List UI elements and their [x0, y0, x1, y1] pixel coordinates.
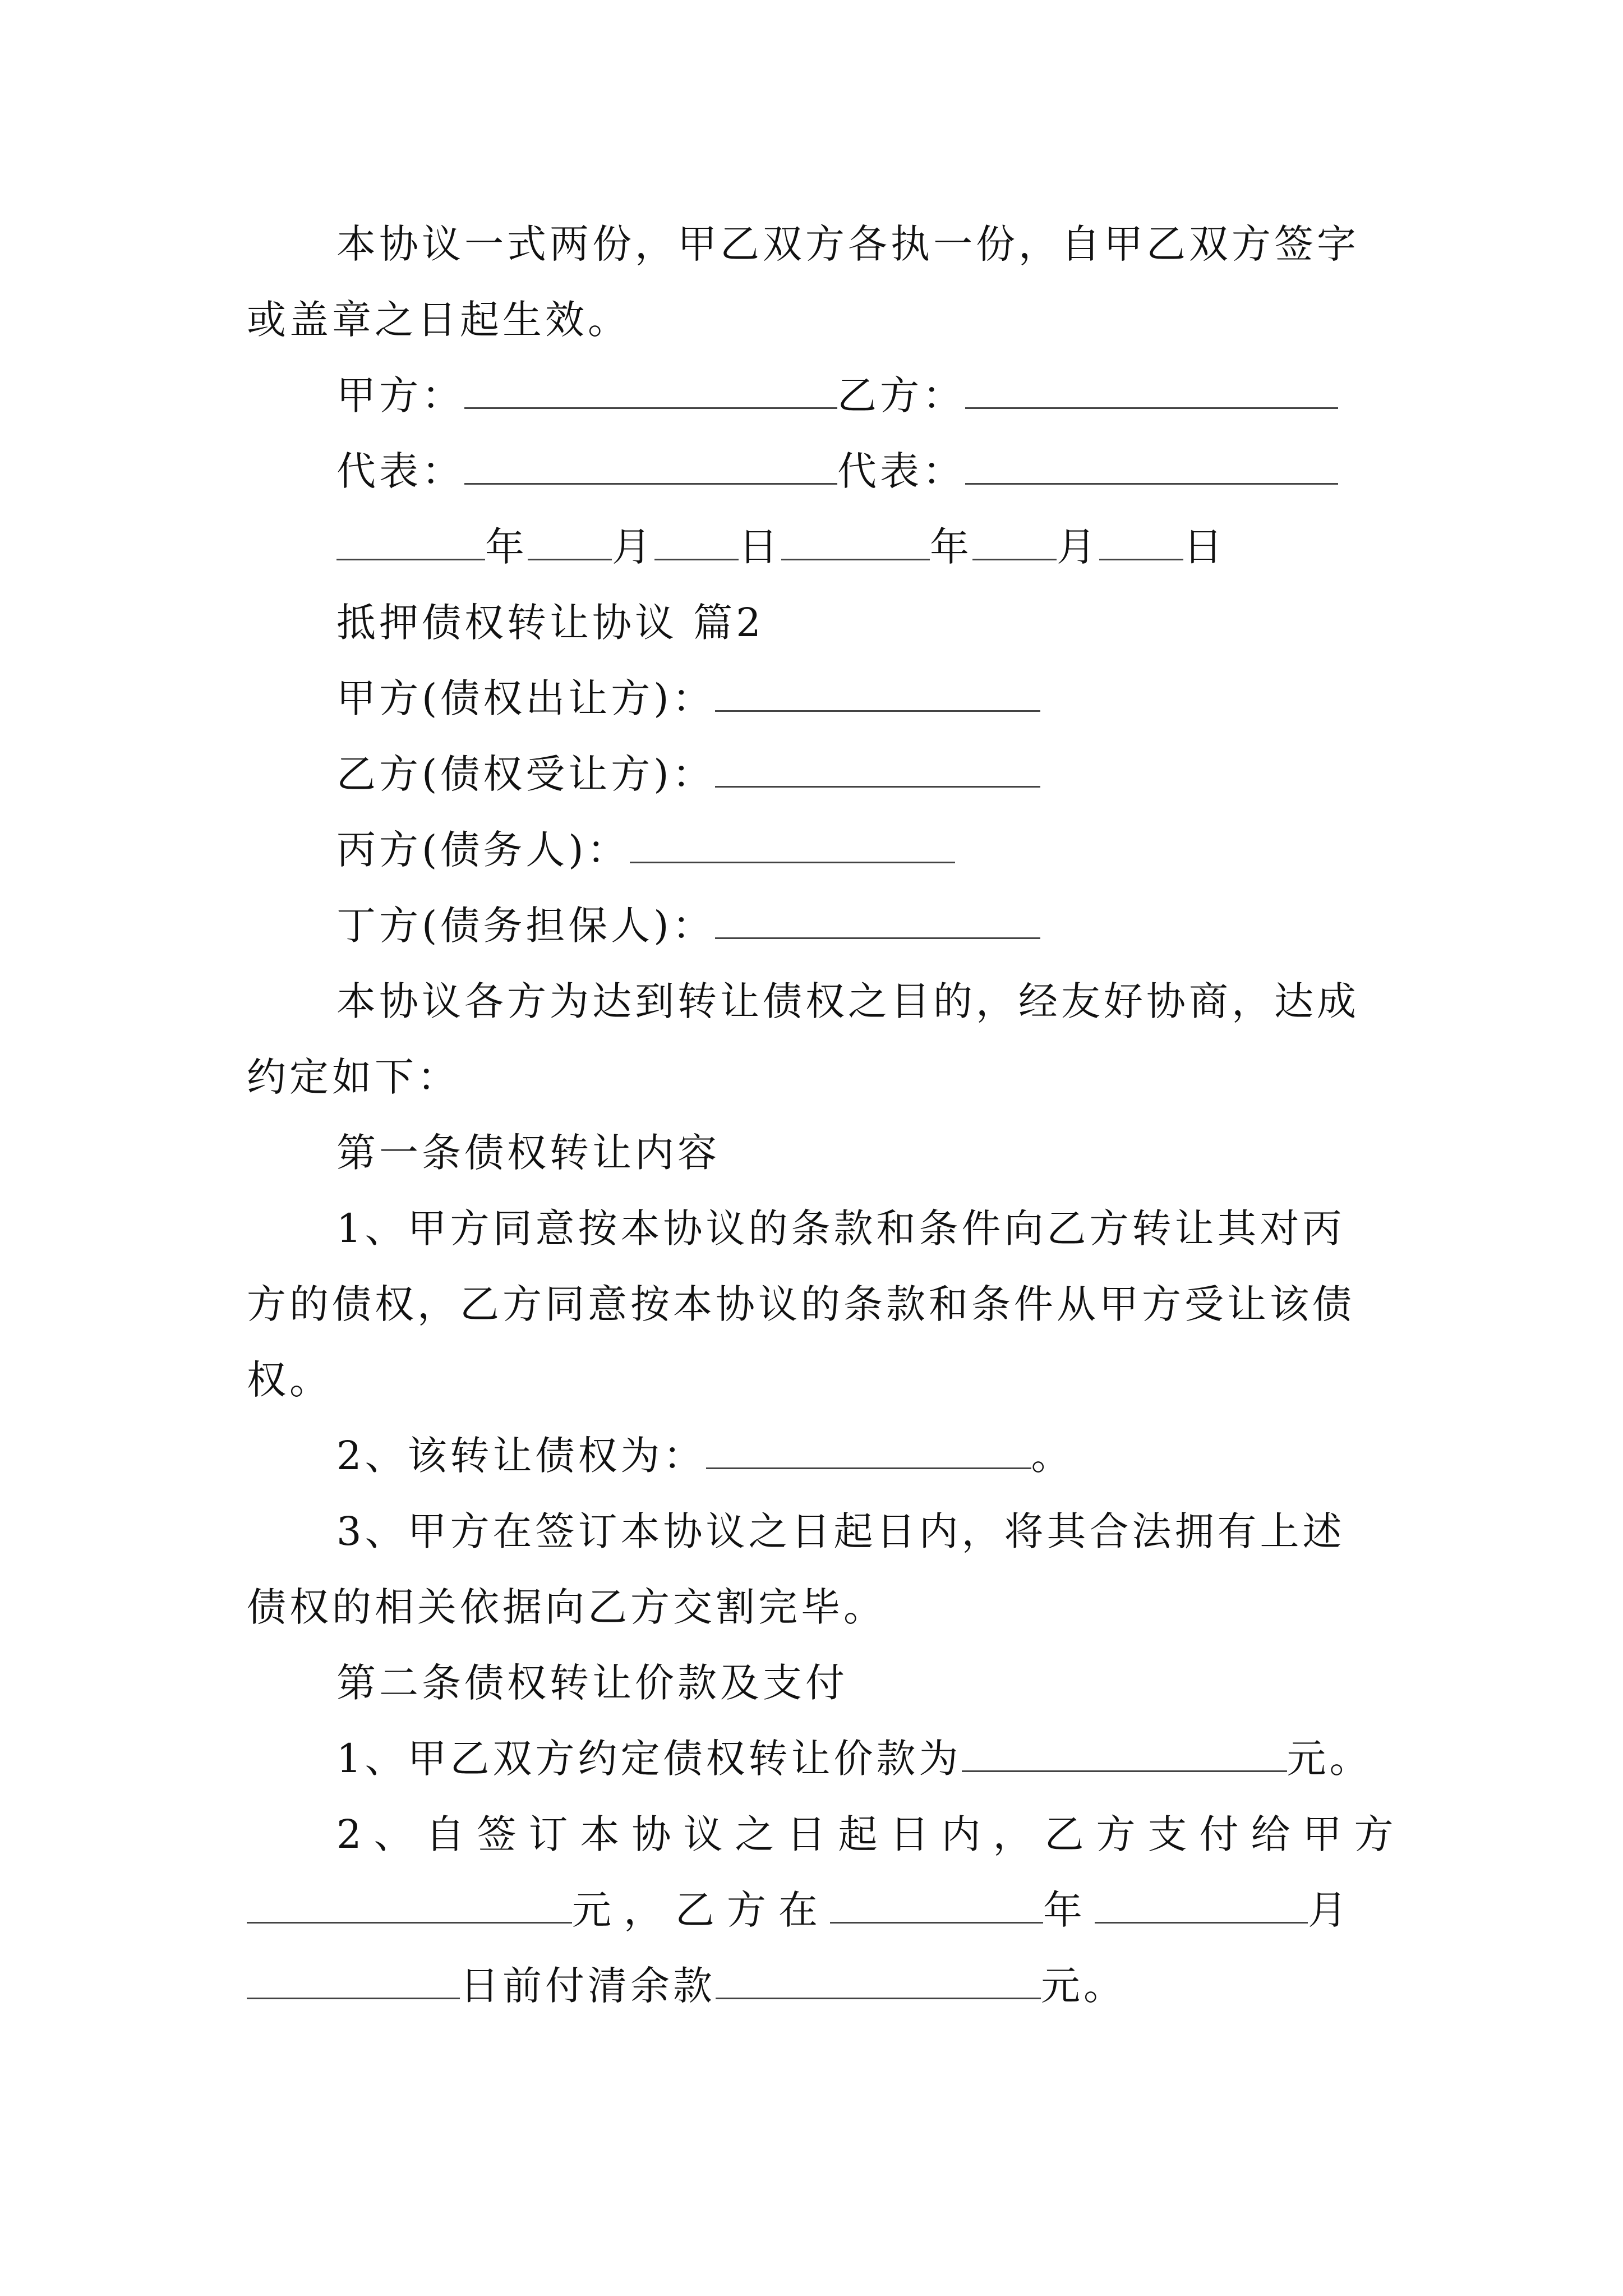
- paragraph-line: 权。: [247, 1357, 332, 1403]
- party-a-line: [336, 673, 1492, 724]
- paragraph-line: [336, 1430, 1492, 1481]
- month-label: 月: [1057, 524, 1099, 570]
- article-title: 第二条债权转让价款及支付: [336, 1660, 848, 1706]
- paragraph-line: 或盖章之日起生效。: [247, 297, 630, 343]
- blank-field: [715, 751, 1040, 788]
- paragraph-line: 方的债权，乙方同意按本协议的条款和条件从甲方受让该债: [247, 1281, 1355, 1327]
- blank-field: [336, 524, 485, 560]
- party-b-line: [336, 749, 1492, 799]
- blank-field: [630, 827, 955, 863]
- representative-a-label: 代表：: [336, 448, 464, 494]
- clause-text: 。: [1031, 1433, 1074, 1479]
- article-title: 第一条债权转让内容: [336, 1130, 720, 1176]
- blank-field: [654, 524, 739, 560]
- blank-field: [706, 1433, 1031, 1469]
- blank-field: [781, 524, 930, 560]
- clause-text: 元。: [1041, 1963, 1126, 2009]
- blank-field: [972, 524, 1057, 560]
- blank-field: [464, 448, 837, 485]
- clause-text: 1、甲乙双方约定债权转让价款为: [336, 1736, 962, 1782]
- clause-text: 元，乙方在: [572, 1887, 830, 1933]
- blank-field: [464, 372, 837, 409]
- blank-field: [247, 1963, 460, 1999]
- paragraph-line: [247, 1961, 1402, 2011]
- paragraph-line: 约定如下：: [247, 1054, 460, 1100]
- party-a-label: 甲方：: [336, 372, 464, 418]
- clause-text: 元。: [1287, 1736, 1372, 1782]
- signature-line-party: [336, 370, 1492, 421]
- representative-b-label: 代表：: [837, 448, 965, 494]
- party-c-line: [336, 825, 1492, 875]
- paragraph-line: 本协议一式两份，甲乙双方各执一份，自甲乙双方签字: [336, 221, 1359, 267]
- blank-field: [1095, 1887, 1308, 1924]
- paragraph-line: 3、甲方在签订本协议之日起日内，将其合法拥有上述: [336, 1508, 1345, 1554]
- party-a-label: 甲方(债权出让方)：: [336, 675, 715, 721]
- party-d-label: 丁方(债务担保人)：: [336, 903, 715, 949]
- blank-field: [962, 1736, 1287, 1772]
- blank-field: [716, 1963, 1041, 1999]
- month-label: 月: [612, 524, 654, 570]
- year-label: 年: [930, 524, 972, 570]
- blank-field: [830, 1887, 1043, 1924]
- blank-field: [965, 372, 1338, 409]
- blank-field: [1099, 524, 1183, 560]
- day-label: 日: [1183, 524, 1226, 570]
- clause-text: 2、该转让债权为：: [336, 1433, 706, 1479]
- blank-field: [965, 448, 1338, 485]
- day-label: 日: [739, 524, 781, 570]
- blank-field: [247, 1887, 572, 1924]
- month-label: 月: [1308, 1887, 1359, 1933]
- blank-field: [715, 675, 1040, 712]
- paragraph-line: 2、自签订本协议之日起日内，乙方支付给甲方: [336, 1811, 1406, 1857]
- blank-field: [715, 903, 1040, 939]
- year-label: 年: [485, 524, 528, 570]
- clause-text: 日前付清余款: [460, 1963, 716, 2009]
- party-d-line: [336, 900, 1492, 951]
- year-label: 年: [1043, 1887, 1095, 1933]
- paragraph-line: 债权的相关依据向乙方交割完毕。: [247, 1584, 886, 1630]
- blank-field: [528, 524, 612, 560]
- paragraph-line: 本协议各方为达到转让债权之目的，经友好协商，达成: [336, 978, 1359, 1024]
- signature-date-line: [336, 522, 1492, 572]
- paragraph-line: [247, 1885, 1402, 1935]
- party-b-label: 乙方：: [837, 372, 965, 418]
- paragraph-line: [336, 1733, 1492, 1784]
- party-c-label: 丙方(债务人)：: [336, 827, 630, 873]
- party-b-label: 乙方(债权受让方)：: [336, 751, 715, 797]
- section-heading: 抵押债权转让协议 篇2: [336, 600, 764, 646]
- signature-line-representative: [336, 446, 1492, 496]
- paragraph-line: 1、甲方同意按本协议的条款和条件向乙方转让其对丙: [336, 1205, 1345, 1251]
